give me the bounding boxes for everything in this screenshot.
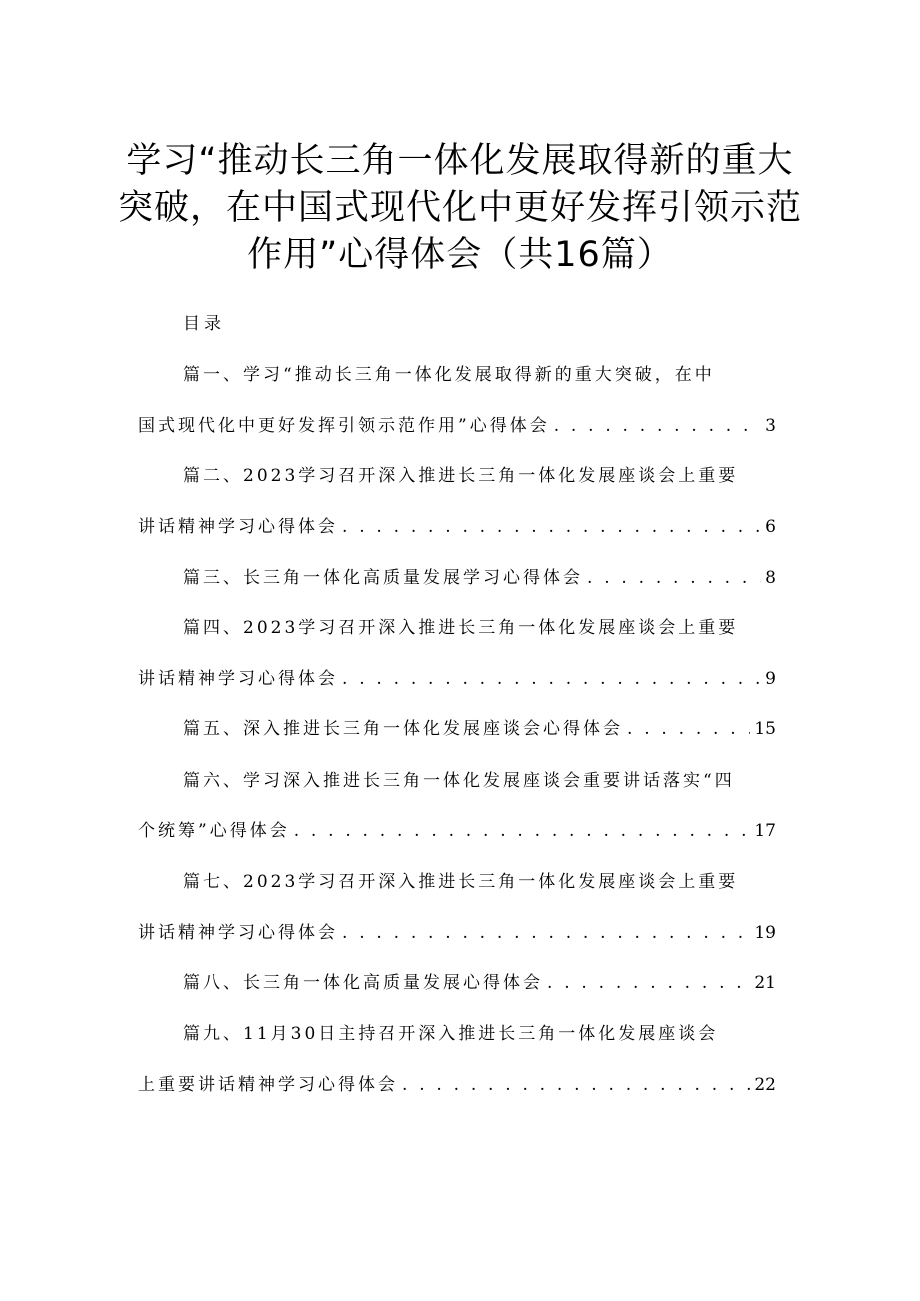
toc-entry-3-page: 8 <box>765 568 776 588</box>
toc-entry-1[interactable] <box>138 415 776 437</box>
dot-leader <box>402 1074 750 1096</box>
toc-entry-3-line1: 篇三、长三角一体化高质量发展学习心得体会 <box>183 568 583 588</box>
toc-entry-3[interactable] <box>183 567 776 589</box>
toc-entry-4[interactable] <box>138 668 776 690</box>
toc-entry-2[interactable] <box>138 516 776 538</box>
document-title <box>100 138 820 279</box>
dot-leader <box>547 972 750 994</box>
dot-leader <box>342 922 750 944</box>
toc-entry-2-line2: 讲话精神学习心得体会 <box>138 517 338 537</box>
toc-entry-8[interactable] <box>183 972 776 994</box>
toc-entry-5[interactable] <box>183 718 776 740</box>
toc-entry-2-page: 6 <box>765 517 776 537</box>
toc-entry-7[interactable] <box>138 922 776 944</box>
toc-entry-6-page: 17 <box>754 821 776 841</box>
dot-leader <box>342 516 761 538</box>
title-line-1: 学习“推动长三角一体化发展取得新的重大 <box>126 141 794 181</box>
dot-leader <box>342 668 761 690</box>
dot-leader <box>587 567 761 589</box>
toc-entry-7-line1: 篇七、2023学习召开深入推进长三角一体化发展座谈会上重要 <box>183 872 739 892</box>
toc-entry-7-page: 19 <box>754 923 776 943</box>
toc-entry-9-line2: 上重要讲话精神学习心得体会 <box>138 1075 398 1095</box>
title-line-3: 作用”心得体会（共16篇） <box>247 235 673 275</box>
toc-entry-1-line1: 篇一、学习“推动长三角一体化发展取得新的重大突破，在中 <box>183 365 715 385</box>
toc-entry-7-line2: 讲话精神学习心得体会 <box>138 923 338 943</box>
dot-leader <box>294 820 751 842</box>
toc-heading: 目录 <box>183 314 225 334</box>
toc-entry-6-line2: 个统筹”心得体会 <box>138 821 290 841</box>
toc-entry-9[interactable] <box>138 1074 776 1096</box>
toc-entry-6[interactable] <box>138 820 776 842</box>
toc-entry-2-line1: 篇二、2023学习召开深入推进长三角一体化发展座谈会上重要 <box>183 466 739 486</box>
toc-entry-6-line1: 篇六、学习深入推进长三角一体化发展座谈会重要讲话落实“四 <box>183 771 735 791</box>
toc-entry-1-page: 3 <box>765 416 776 436</box>
toc-entry-1-line2: 国式现代化中更好发挥引领示范作用”心得体会 <box>138 416 550 436</box>
dot-leader <box>554 415 761 437</box>
toc-entry-4-line1: 篇四、2023学习召开深入推进长三角一体化发展座谈会上重要 <box>183 618 739 638</box>
toc-entry-4-page: 9 <box>765 669 776 689</box>
toc-entry-5-line1: 篇五、深入推进长三角一体化发展座谈会心得体会 <box>183 719 623 739</box>
toc-entry-4-line2: 讲话精神学习心得体会 <box>138 669 338 689</box>
title-line-2: 突破，在中国式现代化中更好发挥引领示范 <box>117 188 802 228</box>
toc-entry-9-page: 22 <box>754 1075 776 1095</box>
toc-entry-8-page: 21 <box>754 973 776 993</box>
toc-entry-9-line1: 篇九、11月30日主持召开深入推进长三角一体化发展座谈会 <box>183 1024 719 1044</box>
toc-entry-5-page: 15 <box>754 719 776 739</box>
dot-leader <box>627 718 750 740</box>
toc-entry-8-line1: 篇八、长三角一体化高质量发展心得体会 <box>183 973 543 993</box>
